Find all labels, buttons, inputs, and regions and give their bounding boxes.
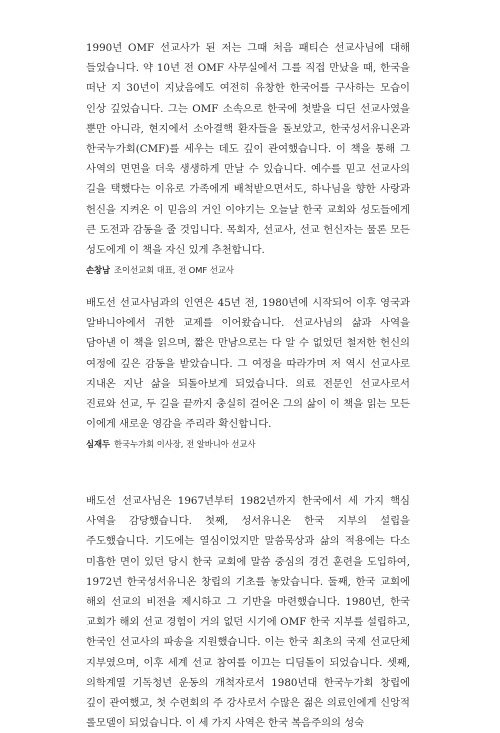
endorsement-2 bbox=[86, 293, 410, 450]
endorsement-text: 배도선 선교사님은 1967년부터 1982년까지 한국에서 세 가지 핵심 사역을 감당했습니다. 첫째, 성서유니온 한국 지부의 설립을 주도했습니다. 기도에는 열심이었지만 말씀묵상과 삶의 적용에는 다소 미흡한 면이 있던 당시 한국 교회에 말씀 중심의 경건 훈련을 도입하여, 1972년 한국성서유니온 창립의 기초를 놓았습니다. 둘째, 한국 교회에 해외 선교의 비전을 제시하고 그 기반을 마련했습니다. 1980년, 한국 교회가 해외 선교 경험이 거의 없던 시기에 OMF 한국 지부를 설립하고, 한국인 선교사의 파송을 지원했습니다. 이는 한국 최초의 국제 선교단체 지부였으며, 이후 세계 선교 참여를 이끄는 디딤돌이 되었습니다. 셋째, 의학계열 기독청년 운동의 개척자로서 1980년대 한국누가회 창립에 깊이 관여했고, 첫 수련회의 주 강사로서 수많은 젊은 의료인에게 신앙적 롤모델이 되었습니다. 이 세 가지 사역은 한국 복음주의의 성숙 bbox=[86, 495, 410, 730]
endorser-title: 조이선교회 대표, 전 OMF 선교사 bbox=[114, 265, 234, 276]
endorser-signature bbox=[86, 438, 410, 450]
endorser-title: 한국누가회 이사장, 전 알바니아 선교사 bbox=[114, 439, 256, 450]
endorsement-text: 배도선 선교사님과의 인연은 45년 전, 1980년에 시작되어 이후 영국과 알바니아에서 귀한 교제를 이어왔습니다. 선교사님의 삶과 사역을 담아낸 이 책을 읽으며, 짧은 만남으로는 다 알 수 없었던 철저한 헌신의 여정에 깊은 감동을 받았습니다. 그 여정을 따라가며 저 역시 선교사로 지내온 지난 삶을 되돌아보게 되었습니다. 의료 전문인 선교사로서 진료와 선교, 두 길을 끝까지 충실히 걸어온 그의 삶이 이 책을 읽는 모든 이에게 새로운 영감을 주리라 확신합니다. bbox=[86, 297, 410, 431]
endorsement-text: 1990년 OMF 선교사가 된 저는 그때 처음 패티슨 선교사님에 대해 들었습니다. 약 10년 전 OMF 사무실에서 그를 직접 만났을 때, 한국을 떠난 지 30년이 지났음에도 여전히 유창한 한국어를 구사하는 모습이 인상 깊었습니다. 그는 OMF 소속으로 한국에 첫발을 디딘 선교사였을 뿐만 아니라, 현지에서 소아결핵 환자들을 돌보았고, 한국성서유니온과 한국누가회(CMF)를 세우는 데도 깊이 관여했습니다. 이 책을 통해 그 사역의 면면을 더욱 생생하게 만날 수 있습니다. 예수를 믿고 선교사의 길을 택했다는 이유로 가족에게 배척받으면서도, 하나님을 향한 사랑과 헌신을 지켜온 이 믿음의 거인 이야기는 오늘날 한국 교회와 성도들에게 큰 도전과 감동을 줄 것입니다. 목회자, 선교사, 선교 헌신자는 물론 모든 성도에게 이 책을 자신 있게 추천합니다. bbox=[86, 42, 410, 257]
endorsement-1 bbox=[86, 38, 410, 276]
endorser-signature bbox=[86, 264, 410, 276]
endorser-name: 손창남 bbox=[86, 265, 111, 276]
endorser-name: 심재두 bbox=[86, 439, 111, 450]
endorsement-3 bbox=[86, 491, 410, 733]
